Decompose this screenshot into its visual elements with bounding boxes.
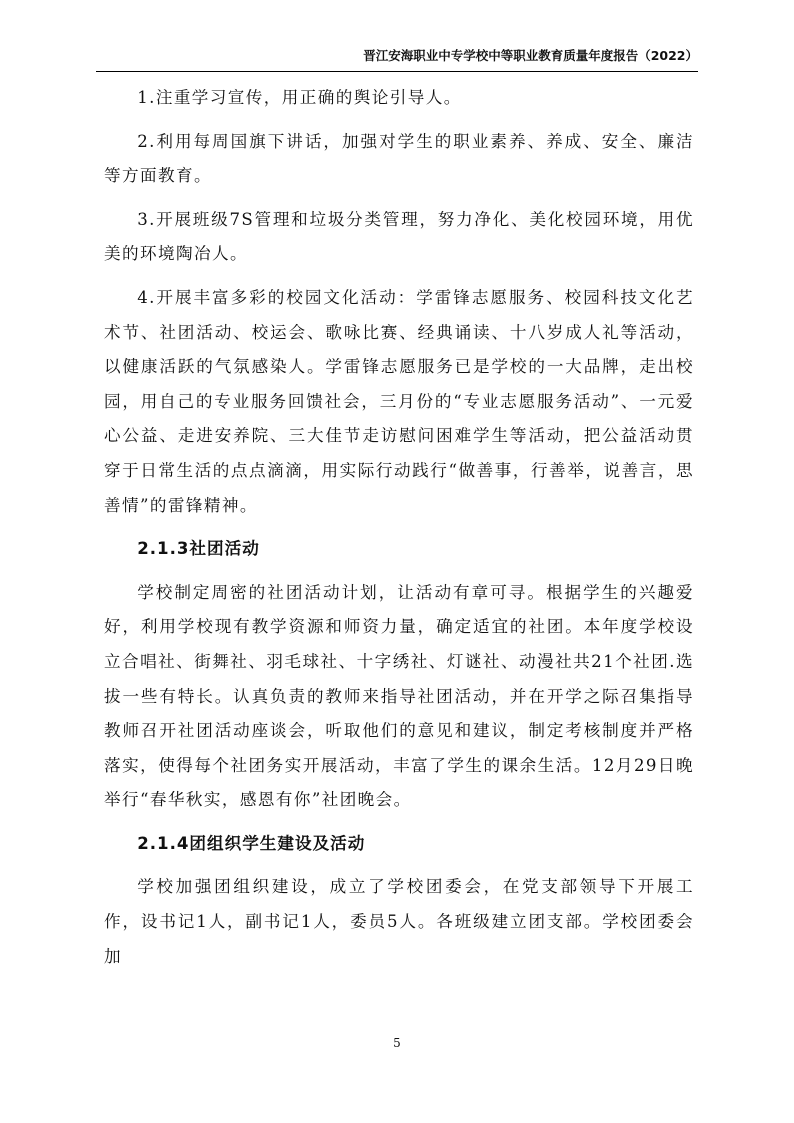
section-heading: 2.1.4团组织学生建设及活动 bbox=[137, 833, 366, 853]
paragraph: 3.开展班级7S管理和垃圾分类管理，努力净化、美化校园环境，用优美的环境陶冶人。 bbox=[104, 209, 694, 264]
paragraph: 1.注重学习宣传，用正确的舆论引导人。 bbox=[137, 88, 462, 107]
paragraph: 4.开展丰富多彩的校园文化活动：学雷锋志愿服务、校园科技文化艺术节、社团活动、校运会、歌咏比赛、经典诵读、十八岁成人礼等活动，以健康活跃的气氛感染人。学雷锋志愿服务已是学校的一大品牌，走出校园，用自己的专业服务回馈社会，三月份的“专业志愿服务活动”、一元爱心公益、走进安养院、三大佳节走访慰问困难学生等活动，把公益活动贯穿于日常生活的点点滴滴，用实际行动践行“做善事，行善举，说善言，思善情”的雷锋精神。 bbox=[104, 287, 694, 515]
header-rule bbox=[96, 71, 698, 72]
paragraph: 学校加强团组织建设，成立了学校团委会，在党支部领导下开展工作，设书记1人，副书记1人，委员5人。各班级建立团支部。学校团委会加 bbox=[104, 877, 694, 966]
page-header: 晋江安海职业中专学校中等职业教育质量年度报告（2022） bbox=[363, 48, 698, 63]
paragraph: 学校制定周密的社团活动计划，让活动有章可寻。根据学生的兴趣爱好，利用学校现有教学资源和师资力量，确定适宜的社团。本年度学校设立合唱社、街舞社、羽毛球社、十字绣社、灯谜社、动漫社共21个社团.选拔一些有特长。认真负责的教师来指导社团活动，并在开学之际召集指导教师召开社团活动座谈会，听取他们的意见和建议，制定考核制度并严格落实，使得每个社团务实开展活动，丰富了学生的课余生活。12月29日晚举行“春华秋实，感恩有你”社团晚会。 bbox=[104, 582, 694, 810]
paragraph: 2.利用每周国旗下讲话，加强对学生的职业素养、养成、安全、廉洁等方面教育。 bbox=[104, 131, 694, 186]
page-number: 5 bbox=[393, 1036, 401, 1050]
section-heading: 2.1.3社团活动 bbox=[137, 539, 260, 559]
document-body bbox=[104, 81, 694, 983]
